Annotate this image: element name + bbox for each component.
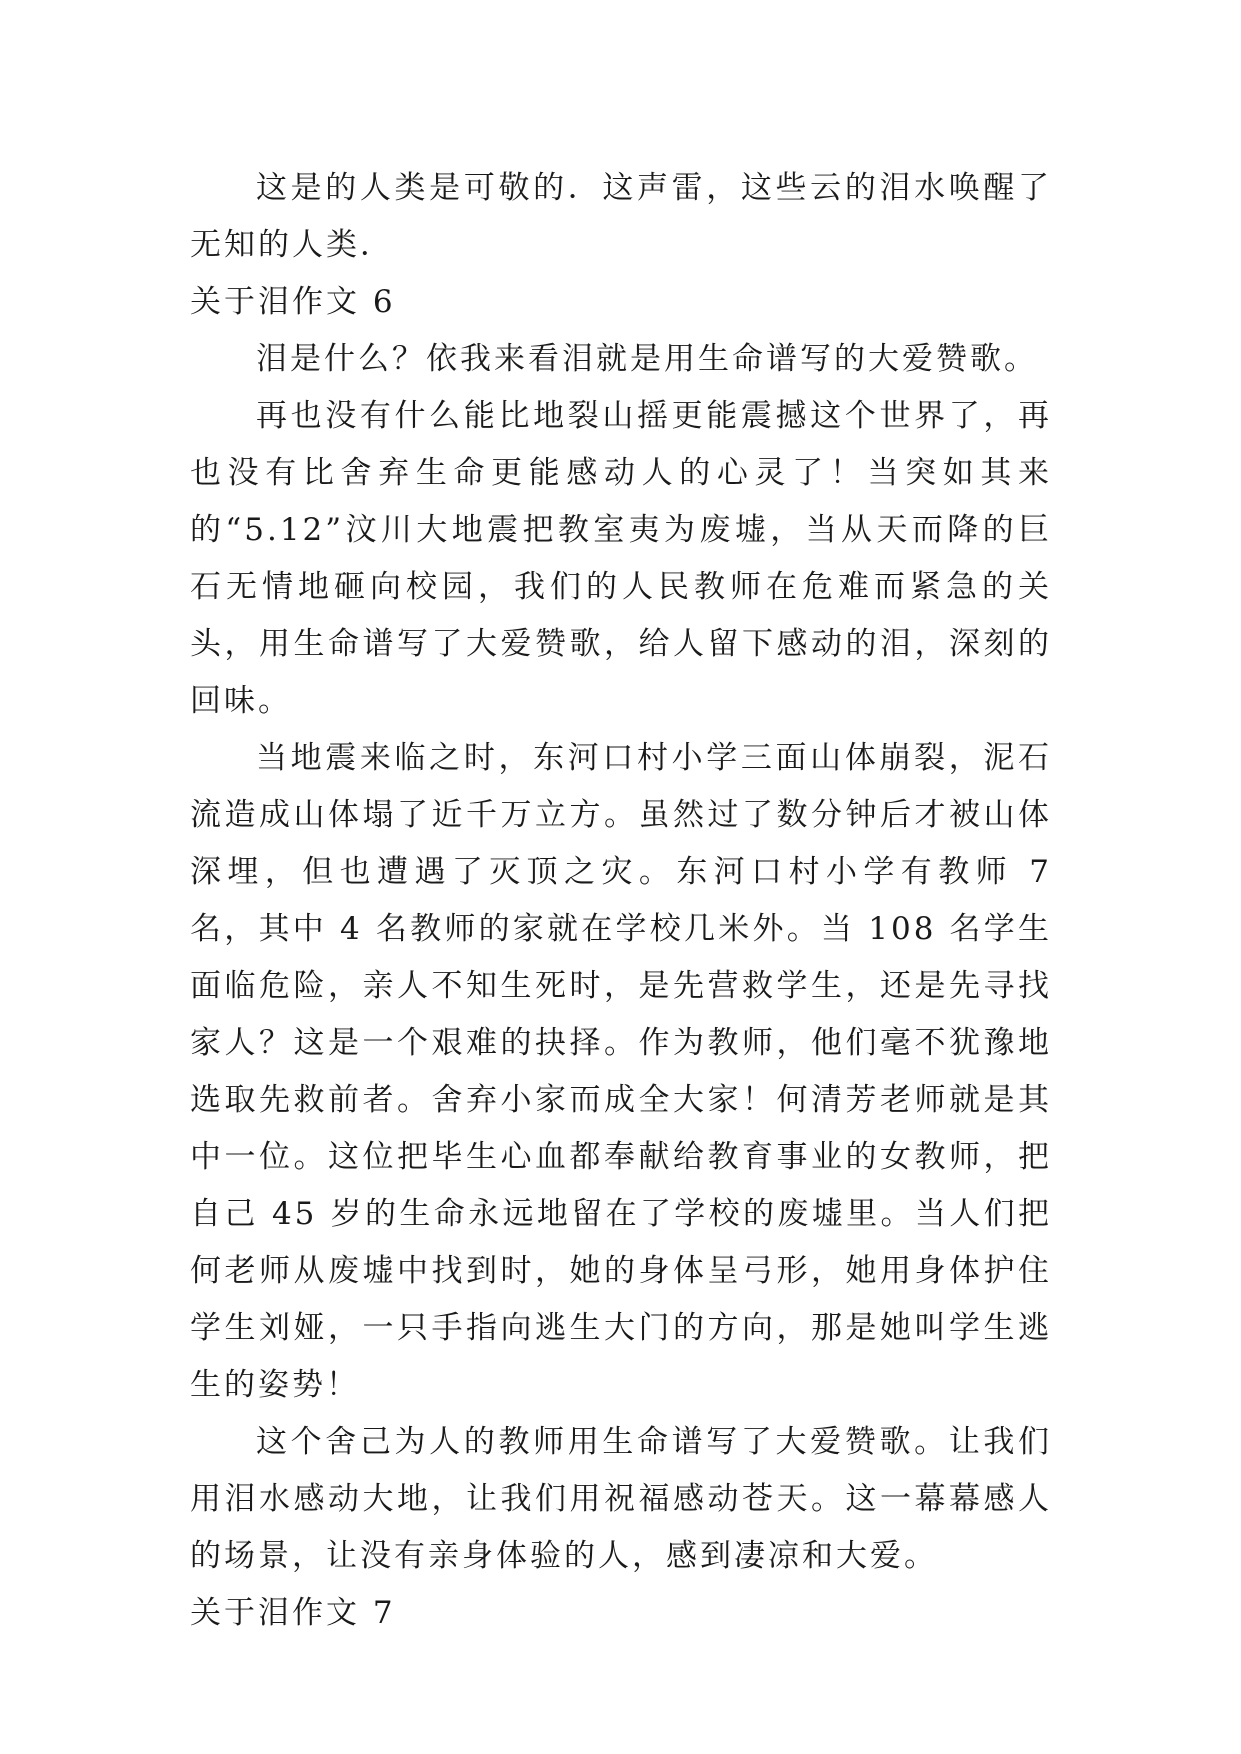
paragraph-3: 再也没有什么能比地裂山摇更能震撼这个世界了，再也没有比舍弃生命更能感动人的心灵了！当突如其来的“5.12”汶川大地震把教室夷为废墟，当从天而降的巨石无情地砸向校园，我们的人民教师在危难而紧急的关头，用生命谱写了大爱赞歌，给人留下感动的泪，深刻的回味。	[190, 398, 1052, 719]
section-heading-6: 关于泪作文 6	[190, 284, 396, 320]
document-body	[190, 160, 1052, 1642]
paragraph-1: 这是的人类是可敬的．这声雷，这些云的泪水唤醒了无知的人类．	[190, 170, 1052, 263]
paragraph-2: 泪是什么？依我来看泪就是用生命谱写的大爱赞歌。	[256, 341, 1038, 377]
section-heading-7: 关于泪作文 7	[190, 1595, 396, 1631]
paragraph-4: 当地震来临之时，东河口村小学三面山体崩裂，泥石流造成山体塌了近千万立方。虽然过了数分钟后才被山体深埋，但也遭遇了灭顶之灾。东河口村小学有教师 7 名，其中 4 名教师的家就在学校几米外。当 108 名学生面临危险，亲人不知生死时，是先营救学生，还是先寻找家人？这是一个艰难的抉择。作为教师，他们毫不犹豫地选取先救前者。舍弃小家而成全大家！何清芳老师就是其中一位。这位把毕生心血都奉献给教育事业的女教师，把自己 45 岁的生命永远地留在了学校的废墟里。当人们把何老师从废墟中找到时，她的身体呈弓形，她用身体护住学生刘娅，一只手指向逃生大门的方向，那是她叫学生逃生的姿势！	[190, 740, 1052, 1403]
paragraph-5: 这个舍己为人的教师用生命谱写了大爱赞歌。让我们用泪水感动大地，让我们用祝福感动苍天。这一幕幕感人的场景，让没有亲身体验的人，感到凄凉和大爱。	[190, 1424, 1052, 1574]
